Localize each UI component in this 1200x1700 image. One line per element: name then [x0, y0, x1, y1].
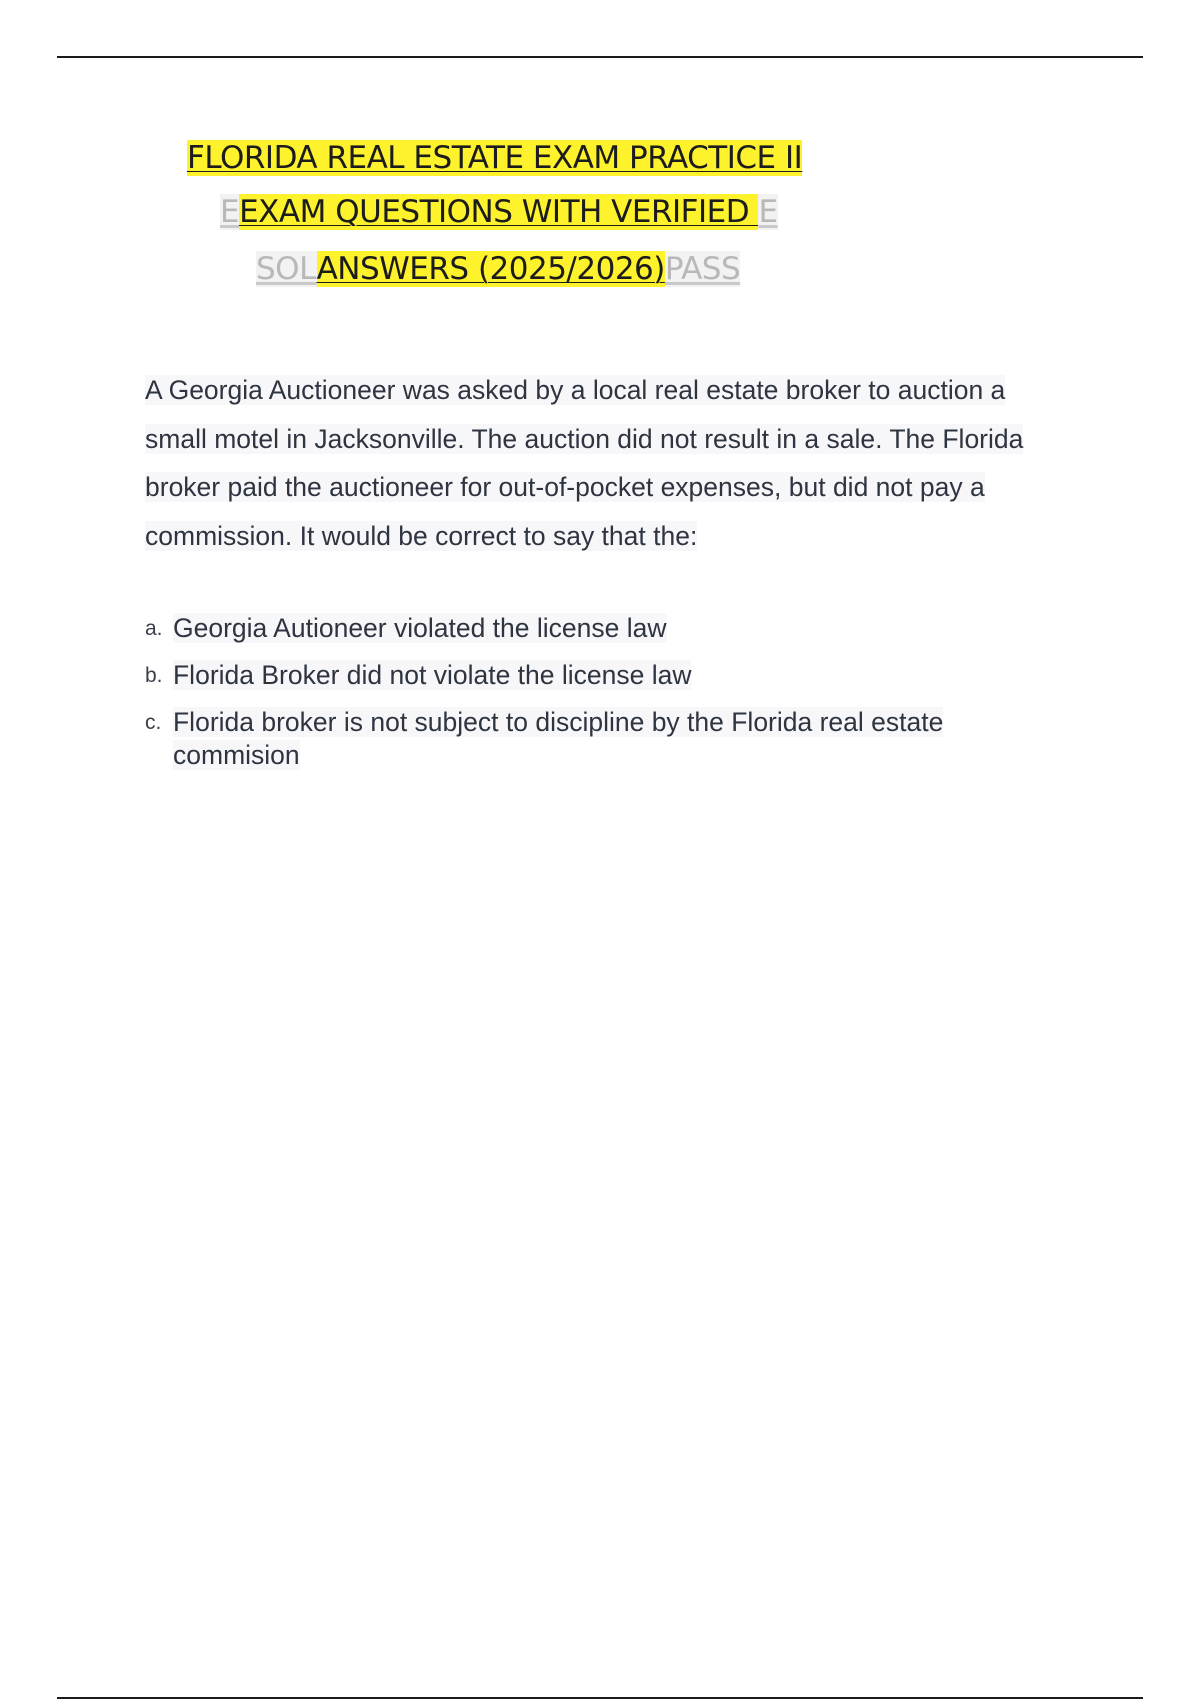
question-line-2: small motel in Jacksonville. The auction did not result in a sale. The Florida [145, 423, 1024, 454]
question-line-3: broker paid the auctioneer for out-of-pocket expenses, but did not pay a [145, 472, 985, 502]
answer-option-b-text: Florida Broker did not violate the license law [173, 660, 692, 690]
title-line-1 [187, 138, 802, 178]
title-line-2-text: EXAM QUESTIONS WITH VERIFIED [239, 194, 759, 230]
answer-options-list [145, 612, 1045, 786]
bottom-rule [57, 1697, 1143, 1699]
answer-option-c-text: Florida broker is not subject to discipline by the Florida real estate commision [173, 707, 944, 770]
question-text [145, 366, 1095, 560]
answer-option-b-letter: b. [145, 664, 163, 687]
top-rule [57, 56, 1143, 58]
answer-option-a [145, 612, 1045, 645]
title-line-3-text: ANSWERS (2025/2026) [316, 251, 665, 287]
title-line-1-text: FLORIDA REAL ESTATE EXAM PRACTICE II [187, 140, 803, 176]
title-line-3-ghost-left: SOL [256, 251, 317, 287]
answer-option-b [145, 659, 1045, 692]
title-line-2 [220, 192, 778, 232]
title-line-2-ghost-right: E [758, 194, 778, 230]
title-line-3 [256, 249, 740, 289]
answer-option-a-text: Georgia Autioneer violated the license law [173, 613, 667, 643]
title-line-3-ghost-right: PASS [664, 251, 741, 287]
question-line-1: A Georgia Auctioneer was asked by a local real estate broker to auction a [145, 375, 1006, 405]
question-line-4: commission. It would be correct to say that the: [145, 520, 698, 551]
answer-option-a-letter: a. [145, 617, 163, 640]
answer-option-c-letter: c. [145, 711, 162, 734]
answer-option-c [145, 706, 1045, 772]
title-line-2-ghost-left: E [220, 194, 240, 230]
